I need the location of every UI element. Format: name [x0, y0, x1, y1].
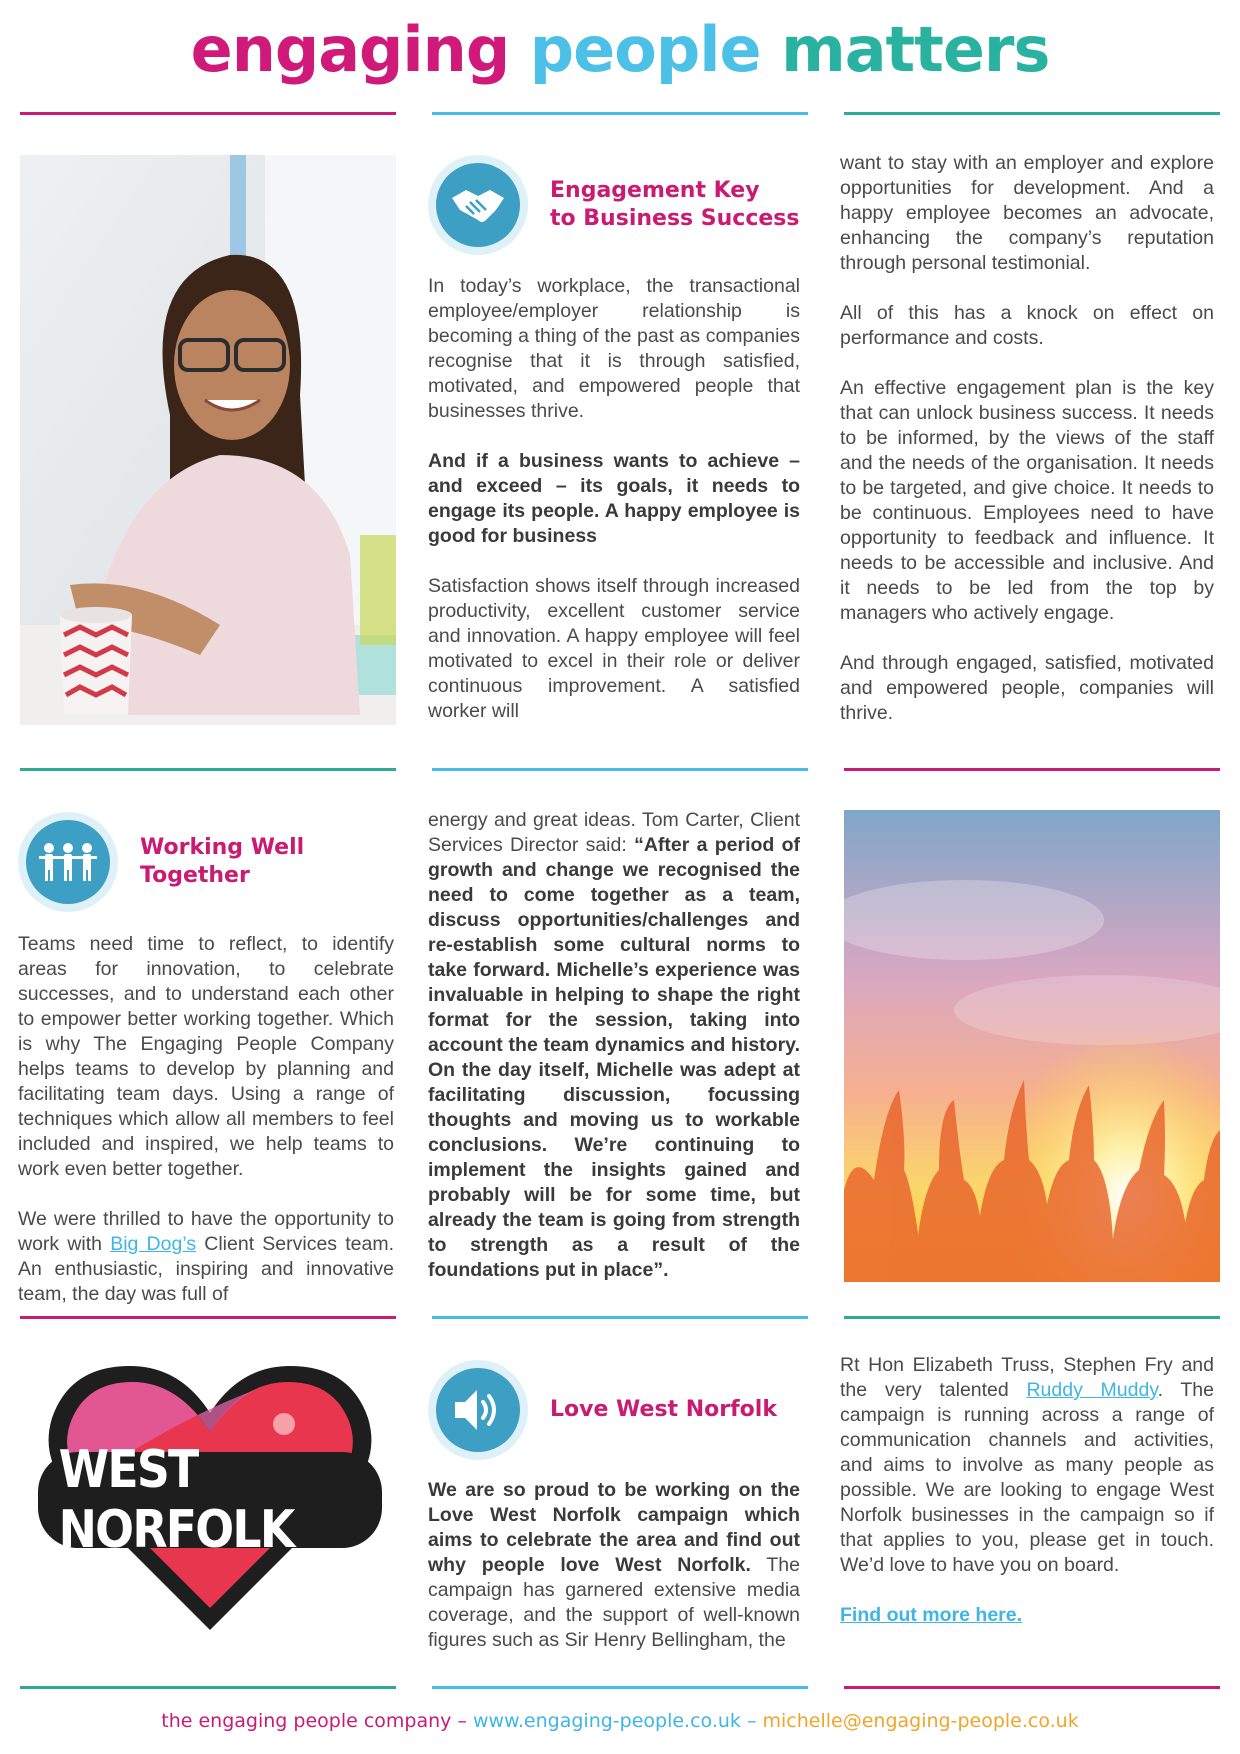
ruddy-muddy-link[interactable]: Ruddy Muddy — [1026, 1379, 1158, 1401]
divider-rule — [432, 112, 808, 115]
article-column — [428, 1478, 800, 1653]
divider-rule — [432, 768, 808, 771]
masthead-word-engaging: engaging — [190, 13, 510, 86]
find-out-more-link[interactable]: Find out more here. — [840, 1604, 1023, 1626]
paragraph: In today’s workplace, the transactional employee/employer relationship is becoming a thing of the past as companies recognise that it is through satisfied, motivated, and empowered people that businesses thrive. — [428, 275, 800, 422]
divider-rule — [844, 1686, 1220, 1689]
logo-text: WEST NORFOLK — [58, 1440, 294, 1560]
masthead-word-people: people — [529, 13, 761, 86]
handshake-icon — [436, 163, 520, 247]
love-west-norfolk-logo — [30, 1358, 390, 1638]
paragraph: We are so proud to be working on the Love West Norfolk campaign which aims to celebrate the area and find out why people love West Norfolk. The campaign has garnered extensive media coverage, and the support of well-known figures such as Sir Henry Bellingham, the — [428, 1479, 800, 1651]
section-title: Together — [140, 863, 250, 888]
divider-rule — [20, 112, 396, 115]
paragraph: Rt Hon Elizabeth Truss, Stephen Fry and the very talented Ruddy Muddy. The campaign is running across a range of communication channels and activities, and aims to involve as many people as possible. We are looking to engage West Norfolk businesses in the campaign so if that applies to you, please get in touch. We’d love to have you on board. — [840, 1354, 1214, 1576]
speaker-icon — [436, 1368, 520, 1452]
divider-rule — [844, 1316, 1220, 1319]
paragraph: Teams need time to reflect, to identify areas for innovation, to celebrate successes, and to understand each other to empower better working together. Which is why The Engaging People Company helps teams to develop by planning and facilitating team days. Using a range of techniques which allow all members to feel included and inspired, we help teams to work even better together. — [18, 933, 394, 1180]
people-holding-hands-icon — [26, 820, 110, 904]
masthead — [0, 12, 1240, 88]
article-column — [428, 274, 800, 724]
photo-sunset-people-holding-hands — [844, 810, 1220, 1282]
masthead-word-matters: matters — [781, 13, 1050, 86]
divider-rule — [20, 1316, 396, 1319]
article-column — [428, 808, 800, 1283]
article-column — [840, 1353, 1214, 1628]
section-heading-love-west-norfolk — [428, 1360, 777, 1460]
paragraph: All of this has a knock on effect on performance and costs. — [840, 302, 1214, 349]
footer: the engaging people company – www.engaging-people.co.uk – michelle@engaging-people.co.uk — [161, 1710, 1079, 1732]
paragraph: We were thrilled to have the opportunity to work with Big Dog’s Client Services team. An enthusiastic, inspiring and innovative team, the day was full of — [18, 1208, 395, 1305]
section-title: to Business Success — [550, 206, 800, 231]
divider-rule — [20, 768, 396, 771]
section-heading-engagement — [428, 155, 800, 255]
section-title: Engagement Key — [550, 178, 760, 203]
divider-rule — [844, 768, 1220, 771]
section-title: Working Well — [140, 835, 305, 860]
paragraph: An effective engagement plan is the key that can unlock business success. It needs to be informed, by the views of the staff and the needs of the organisation. It needs to be targeted, and give choice. It needs to be continuous. Employees need to have opportunity to feedback and influence. It needs to be accessible and inclusive. And it needs to be led from the top by managers who actively engage. — [840, 377, 1214, 624]
divider-rule — [20, 1686, 396, 1689]
photo-smiling-woman — [20, 155, 396, 725]
paragraph: energy and great ideas. Tom Carter, Client Services Director said: “After a period of growth and change we recognised the need to come together as a team, discuss opportunities/challenges and re-establish some cultural norms to take forward. Michelle’s experience was invaluable in helping to shape the right format for the session, taking into account the team dynamics and history. On the day itself, Michelle was adept at facilitating discussion, focussing thoughts and moving us to workable conclusions. We’re continuing to implement the insights gained and probably will be for some time, but already the team is going from strength to strength as a result of the foundations put in place”. — [428, 809, 800, 1281]
divider-rule — [432, 1686, 808, 1689]
paragraph-bold: And if a business wants to achieve – and exceed – its goals, it needs to engage its people. A happy employee is good for business — [428, 450, 800, 547]
testimonial-quote: “After a period of growth and change we recognised the need to come together as a team, discuss opportunities/challenges and re-establish some cultural norms to take forward. Michelle’s experience was invaluable in helping to shape the right format for the session, taking into account the team dynamics and history. On the day itself, Michelle was adept at facilitating discussion, focussing thoughts and moving us to workable conclusions. We’re continuing to implement the insights gained and probably will be for some time, but already the team is going from strength to strength as a result of the foundations put in place”. — [428, 834, 800, 1281]
section-title: Love West Norfolk — [550, 1397, 777, 1422]
paragraph: And through engaged, satisfied, motivated and empowered people, companies will thrive. — [840, 652, 1214, 724]
footer-email-link[interactable]: michelle@engaging-people.co.uk — [762, 1710, 1079, 1732]
paragraph: want to stay with an employer and explore opportunities for development. And a happy employee becomes an advocate, enhancing the company’s reputation through personal testimonial. — [840, 152, 1214, 274]
big-dogs-link[interactable]: Big Dog’s — [110, 1233, 197, 1255]
article-column — [18, 932, 394, 1307]
article-column — [840, 151, 1214, 726]
paragraph: Satisfaction shows itself through increased productivity, excellent customer service and innovation. A happy employee will feel motivated to excel in their role or deliver continuous improvement. A satisfied worker will — [428, 575, 800, 722]
footer-website-link[interactable]: www.engaging-people.co.uk — [473, 1710, 741, 1732]
section-heading-working-well — [18, 812, 304, 912]
divider-rule — [432, 1316, 808, 1319]
divider-rule — [844, 112, 1220, 115]
footer-company: the engaging people company — [161, 1710, 452, 1732]
